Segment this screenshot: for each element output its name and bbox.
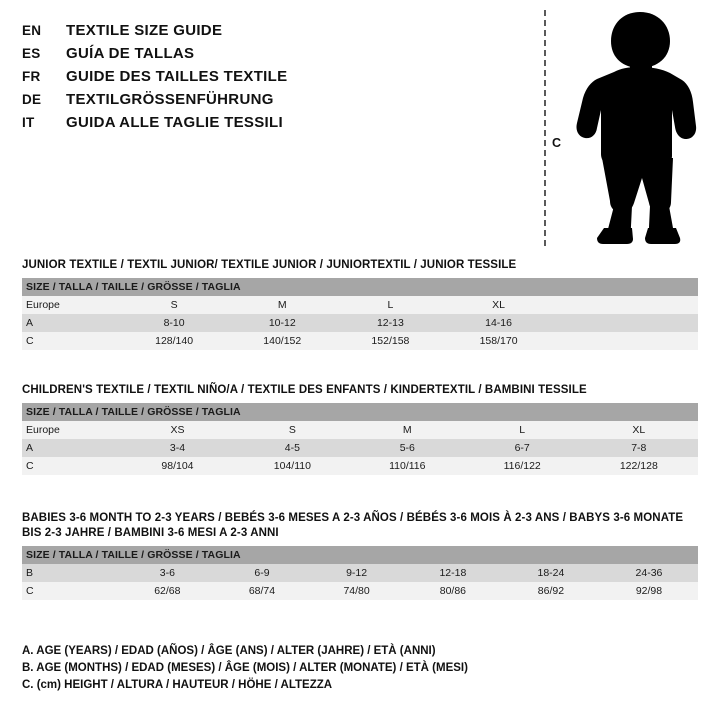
legend-line: B. AGE (MONTHS) / EDAD (MESES) / ÂGE (MOIS) / ALTER (MONATE) / ETÀ (MESI) <box>22 662 468 674</box>
language-row <box>22 45 492 67</box>
cell-value: 6-9 <box>215 564 310 582</box>
section-junior <box>22 258 698 350</box>
cell-value: 18-24 <box>502 564 600 582</box>
language-title: GUIDE DES TAILLES TEXTILE <box>66 68 288 85</box>
height-measure-label: C <box>552 136 562 150</box>
section-children <box>22 383 698 475</box>
height-figure <box>530 6 705 246</box>
cell-empty <box>553 332 698 350</box>
cell-value: 9-12 <box>309 564 404 582</box>
table-row <box>22 457 698 475</box>
cell-value: 98/104 <box>120 457 235 475</box>
cell-value: 92/98 <box>600 582 698 600</box>
language-code: IT <box>22 115 35 130</box>
table-header-row <box>22 546 698 564</box>
cell-value: 3-4 <box>120 439 235 457</box>
cell-value: 140/152 <box>228 332 336 350</box>
cell-value: 14-16 <box>444 314 552 332</box>
language-code: ES <box>22 46 41 61</box>
column-header: XL <box>580 421 698 439</box>
legend-line: C. (cm) HEIGHT / ALTURA / HAUTEUR / HÖHE / ALTEZZA <box>22 679 333 691</box>
row-label: B <box>22 564 120 582</box>
table-header-row <box>22 278 698 296</box>
cell-value: 6-7 <box>465 439 580 457</box>
language-code: DE <box>22 92 42 107</box>
language-title-block <box>22 22 492 137</box>
cell-value: 68/74 <box>215 582 310 600</box>
cell-value: 104/110 <box>235 457 350 475</box>
column-header: S <box>120 296 228 314</box>
language-title: TEXTILE SIZE GUIDE <box>66 22 223 39</box>
column-header: L <box>336 296 444 314</box>
cell-value: 10-12 <box>228 314 336 332</box>
column-header: S <box>235 421 350 439</box>
language-row <box>22 22 492 44</box>
section-title: CHILDREN'S TEXTILE / TEXTIL NIÑO/A / TEXTILE DES ENFANTS / KINDERTEXTIL / BAMBINI TESSILE <box>22 384 587 396</box>
table-row <box>22 582 698 600</box>
cell-value: 7-8 <box>580 439 698 457</box>
column-header: XL <box>444 296 552 314</box>
row-label: C <box>22 457 120 475</box>
table-row <box>22 296 698 314</box>
row-label: Europe <box>22 421 120 439</box>
size-table-children <box>22 403 698 475</box>
legend-block <box>22 643 622 694</box>
cell-value: 116/122 <box>465 457 580 475</box>
cell-value: 3-6 <box>120 564 215 582</box>
size-header-label: SIZE / TALLA / TAILLE / GRÖSSE / TAGLIA <box>22 278 698 296</box>
language-code: FR <box>22 69 41 84</box>
column-header: M <box>350 421 465 439</box>
language-title: GUÍA DE TALLAS <box>66 45 195 62</box>
language-code: EN <box>22 23 42 38</box>
language-row <box>22 91 492 113</box>
language-row <box>22 68 492 90</box>
section-title: BABIES 3-6 MONTH TO 2-3 YEARS / BEBÉS 3-6 MESES A 2-3 AÑOS / BÉBÉS 3-6 MOIS À 2-3 ANS / BABYS 3-6 MONATE BIS 2-3 JAHRE / BAMBINI 3-6 MESI A 2-3 ANNI <box>22 512 684 539</box>
row-label: C <box>22 332 120 350</box>
cell-value: 74/80 <box>309 582 404 600</box>
cell-value: 158/170 <box>444 332 552 350</box>
cell-value: 5-6 <box>350 439 465 457</box>
column-header: XS <box>120 421 235 439</box>
column-header: M <box>228 296 336 314</box>
table-row <box>22 314 698 332</box>
size-header-label: SIZE / TALLA / TAILLE / GRÖSSE / TAGLIA <box>22 403 698 421</box>
table-row <box>22 439 698 457</box>
section-title: JUNIOR TEXTILE / TEXTIL JUNIOR/ TEXTILE JUNIOR / JUNIORTEXTIL / JUNIOR TESSILE <box>22 259 517 271</box>
cell-value: 86/92 <box>502 582 600 600</box>
size-table-junior <box>22 278 698 350</box>
cell-value: 24-36 <box>600 564 698 582</box>
size-header-label: SIZE / TALLA / TAILLE / GRÖSSE / TAGLIA <box>22 546 698 564</box>
language-title: TEXTILGRÖSSENFÜHRUNG <box>66 91 274 108</box>
cell-empty <box>553 314 698 332</box>
cell-value: 12-18 <box>404 564 502 582</box>
row-label: A <box>22 439 120 457</box>
height-dashed-line <box>544 10 546 246</box>
table-row <box>22 332 698 350</box>
cell-value: 122/128 <box>580 457 698 475</box>
row-label: C <box>22 582 120 600</box>
language-row <box>22 114 492 136</box>
column-header: L <box>465 421 580 439</box>
row-label: Europe <box>22 296 120 314</box>
cell-value: 110/116 <box>350 457 465 475</box>
cell-value: 152/158 <box>336 332 444 350</box>
column-header-empty <box>553 296 698 314</box>
size-table-babies <box>22 546 698 600</box>
cell-value: 8-10 <box>120 314 228 332</box>
child-silhouette-icon <box>570 6 705 246</box>
language-title: GUIDA ALLE TAGLIE TESSILI <box>66 114 283 131</box>
cell-value: 4-5 <box>235 439 350 457</box>
legend-line: A. AGE (YEARS) / EDAD (AÑOS) / ÂGE (ANS) / ALTER (JAHRE) / ETÀ (ANNI) <box>22 645 436 657</box>
cell-value: 62/68 <box>120 582 215 600</box>
table-row <box>22 421 698 439</box>
row-label: A <box>22 314 120 332</box>
table-header-row <box>22 403 698 421</box>
table-row <box>22 564 698 582</box>
cell-value: 128/140 <box>120 332 228 350</box>
cell-value: 80/86 <box>404 582 502 600</box>
cell-value: 12-13 <box>336 314 444 332</box>
section-babies <box>22 511 698 600</box>
